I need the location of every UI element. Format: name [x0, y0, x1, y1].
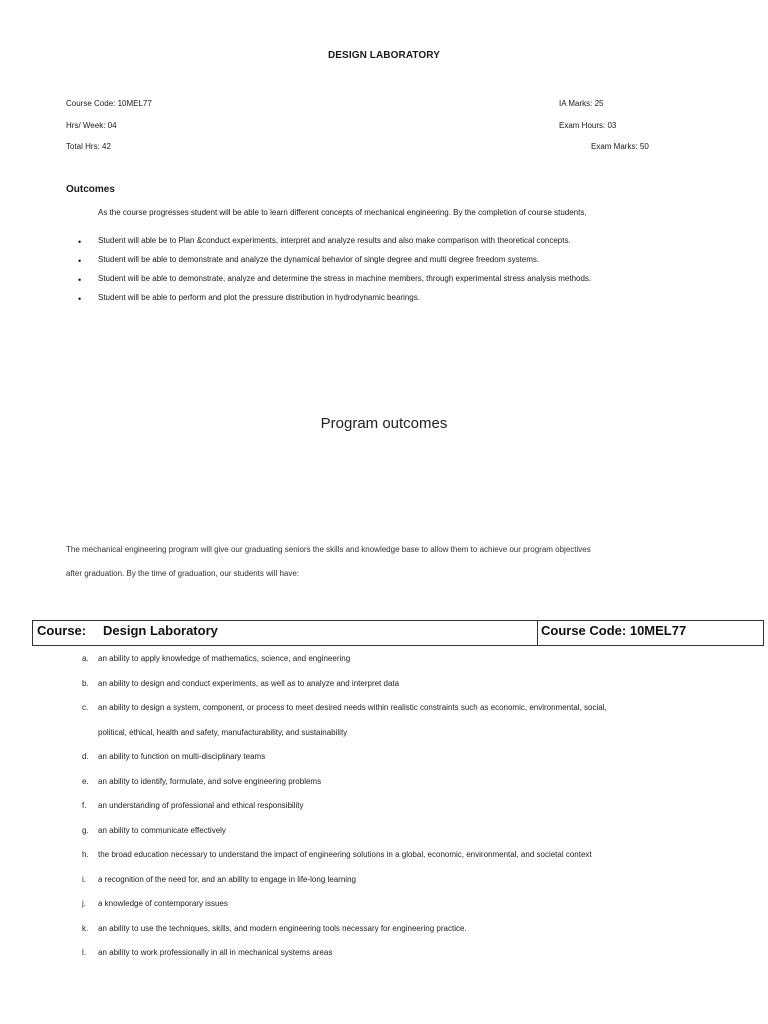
exam-marks: Exam Marks: 50 — [591, 142, 649, 151]
list-item: i. a recognition of the need for, and an ability to engage in life-long learning — [82, 874, 356, 884]
outcomes-list — [78, 236, 591, 312]
list-item: f. an understanding of professional and ethical responsibility — [82, 801, 304, 810]
exam-hours: Exam Hours: 03 — [559, 121, 617, 130]
list-item: l. an ability to work professionally in all in mechanical systems areas — [82, 948, 333, 957]
course-code-cell: Course Code: 10MEL77 — [541, 623, 687, 638]
course-code: Course Code: 10MEL77 — [66, 99, 152, 108]
bullet-icon: • — [78, 237, 82, 247]
list-item: h. the broad education necessary to understand the impact of engineering solutions in a global, economic, environmental, and societal context — [82, 850, 592, 859]
total-hrs: Total Hrs: 42 — [66, 142, 111, 151]
list-item: j. a knowledge of contemporary issues — [82, 899, 228, 908]
list-item: d. an ability to function on multi-disciplinary teams — [82, 752, 266, 761]
course-label: Course: — [37, 623, 87, 638]
outcomes-heading: Outcomes — [66, 184, 115, 195]
program-paragraph-line-1: The mechanical engineering program will give our graduating seniors the skills and knowledge base to allow them to achieve our program objectives — [66, 545, 591, 554]
ia-marks: IA Marks: 25 — [559, 99, 604, 108]
list-item-continuation: political, ethical, health and safety, manufacturability, and sustainability — [98, 727, 348, 737]
list-item: c. an ability to design a system, component, or process to meet desired needs within realistic constraints such as economic, environmental, social, — [82, 703, 607, 712]
bullet-icon: • — [78, 294, 82, 304]
outcome-item: • Student will be able to demonstrate and analyze the dynamical behavior of single degree and multi degree freedom systems. — [78, 255, 540, 266]
list-item: a. an ability to apply knowledge of mathematics, science, and engineering — [82, 654, 351, 663]
outcomes-intro: As the course progresses student will be able to learn different concepts of mechanical engineering. By the completion of course students, — [98, 208, 587, 217]
outcome-item: • Student will able be to Plan &conduct experiments, interpret and analyze results and also make comparison with theoretical concepts. — [78, 236, 571, 247]
bullet-icon: • — [78, 275, 82, 285]
program-outcomes-heading: Program outcomes — [320, 415, 448, 432]
document-title: DESIGN LABORATORY — [327, 50, 441, 61]
list-item: g. an ability to communicate effectively — [82, 825, 226, 835]
course-name-cell — [33, 621, 538, 645]
bullet-icon: • — [78, 256, 82, 266]
outcome-item: • Student will be able to demonstrate, analyze and determine the stress in machine members, through experimental stress analysis methods. — [78, 274, 592, 285]
list-item: b. an ability to design and conduct experiments, as well as to analyze and interpret data — [82, 678, 400, 688]
outcome-item: • Student will be able to perform and plot the pressure distribution in hydrodynamic bearings. — [78, 293, 420, 304]
list-item: k. an ability to use the techniques, skills, and modern engineering tools necessary for engineering practice. — [82, 923, 467, 933]
program-outcomes-list — [0, 647, 768, 966]
course-table — [32, 620, 764, 646]
list-item: e. an ability to identify, formulate, and solve engineering problems — [82, 776, 322, 786]
program-paragraph-line-2: after graduation. By the time of graduation, our students will have: — [66, 569, 300, 578]
hrs-week: Hrs/ Week: 04 — [66, 121, 117, 130]
course-name: Design Laboratory — [103, 623, 218, 638]
